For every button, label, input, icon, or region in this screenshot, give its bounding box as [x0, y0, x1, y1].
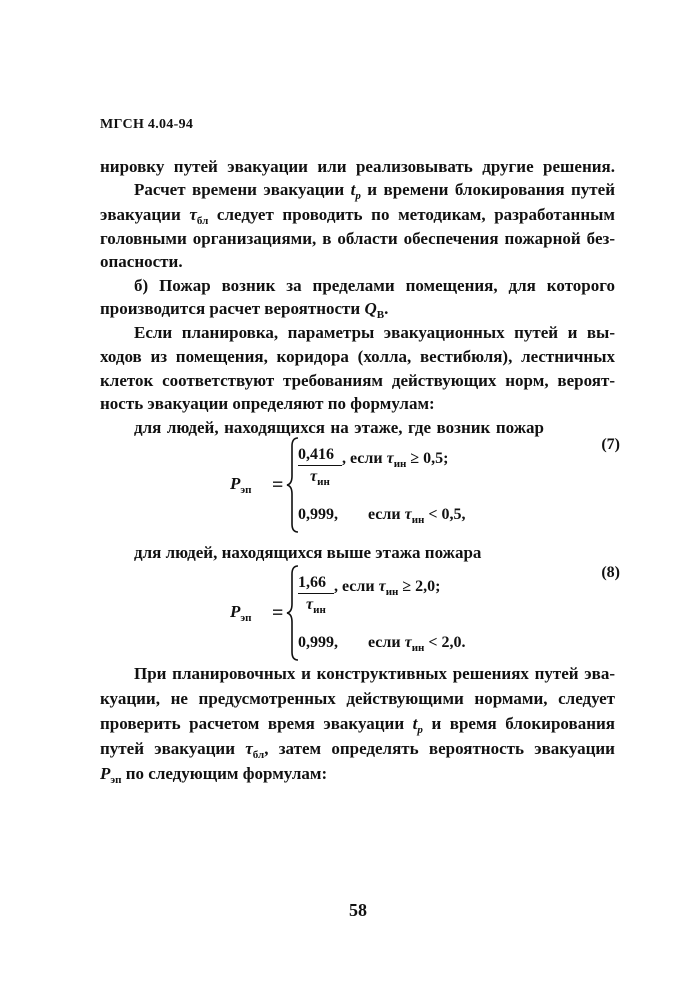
document-header: МГСН 4.04-94 [100, 117, 194, 132]
text-line: При планировочных и конструктивных решениях путей эва- [134, 664, 615, 683]
text-line: куации, не предусмотренных действующими нормами, следует [100, 689, 615, 708]
text-line: опасности. [100, 252, 183, 271]
text-line: проверить расчетом время эвакуации $t_р$ и время блокирования [100, 714, 615, 736]
text-line: путей эвакуации $\tau_{бл}$, затем определять вероятность эвакуации [100, 739, 615, 761]
page-number: 58 [349, 900, 367, 920]
equation-number: (8) [601, 564, 620, 581]
formula-8: $P_{эп}$ = 1,66 $\tau_{ин}$ , если $\tau_{ин} \ge 2,0$; 0,999, если $\tau_{ин} < 2,0$. (8) [230, 564, 620, 664]
text-line: эвакуации $\tau_{бл}$ следует проводить по методикам, разработанным [100, 205, 615, 227]
equation-number: (7) [601, 436, 620, 453]
text-line: ность эвакуации определяют по формулам: [100, 394, 435, 413]
text-line: $P_{эп}$ по следующим формулам: [100, 764, 328, 786]
fraction-bar [298, 465, 342, 466]
text-line: ходов из помещения, коридора (холла, вестибюля), лестничных [100, 347, 615, 366]
text-line: для людей, находящихся на этаже, где возник пожар [134, 418, 544, 437]
formula-7: $P_{эп}$ = 0,416 $\tau_{ин}$ , если $\tau_{ин} \ge 0,5$; 0,999, если $\tau_{ин} < 0,5$, (7) [230, 436, 620, 536]
text-line: нировку путей эвакуации или реализовывать другие решения. [100, 157, 615, 176]
text-line: производится расчет вероятности $Q_В$. [100, 299, 389, 321]
text-line: головными организациями, в области обеспечения пожарной без- [100, 229, 615, 248]
fraction-bar [298, 593, 334, 594]
text-line: клеток соответствуют требованиям действующих норм, вероят- [100, 371, 615, 390]
text-line: Если планировка, параметры эвакуационных путей и вы- [134, 323, 615, 342]
text-line: Расчет времени эвакуации $t_р$ и времени блокирования путей [134, 180, 615, 202]
text-line: б) Пожар возник за пределами помещения, для которого [134, 276, 615, 295]
text-line: для людей, находящихся выше этажа пожара [134, 543, 482, 562]
